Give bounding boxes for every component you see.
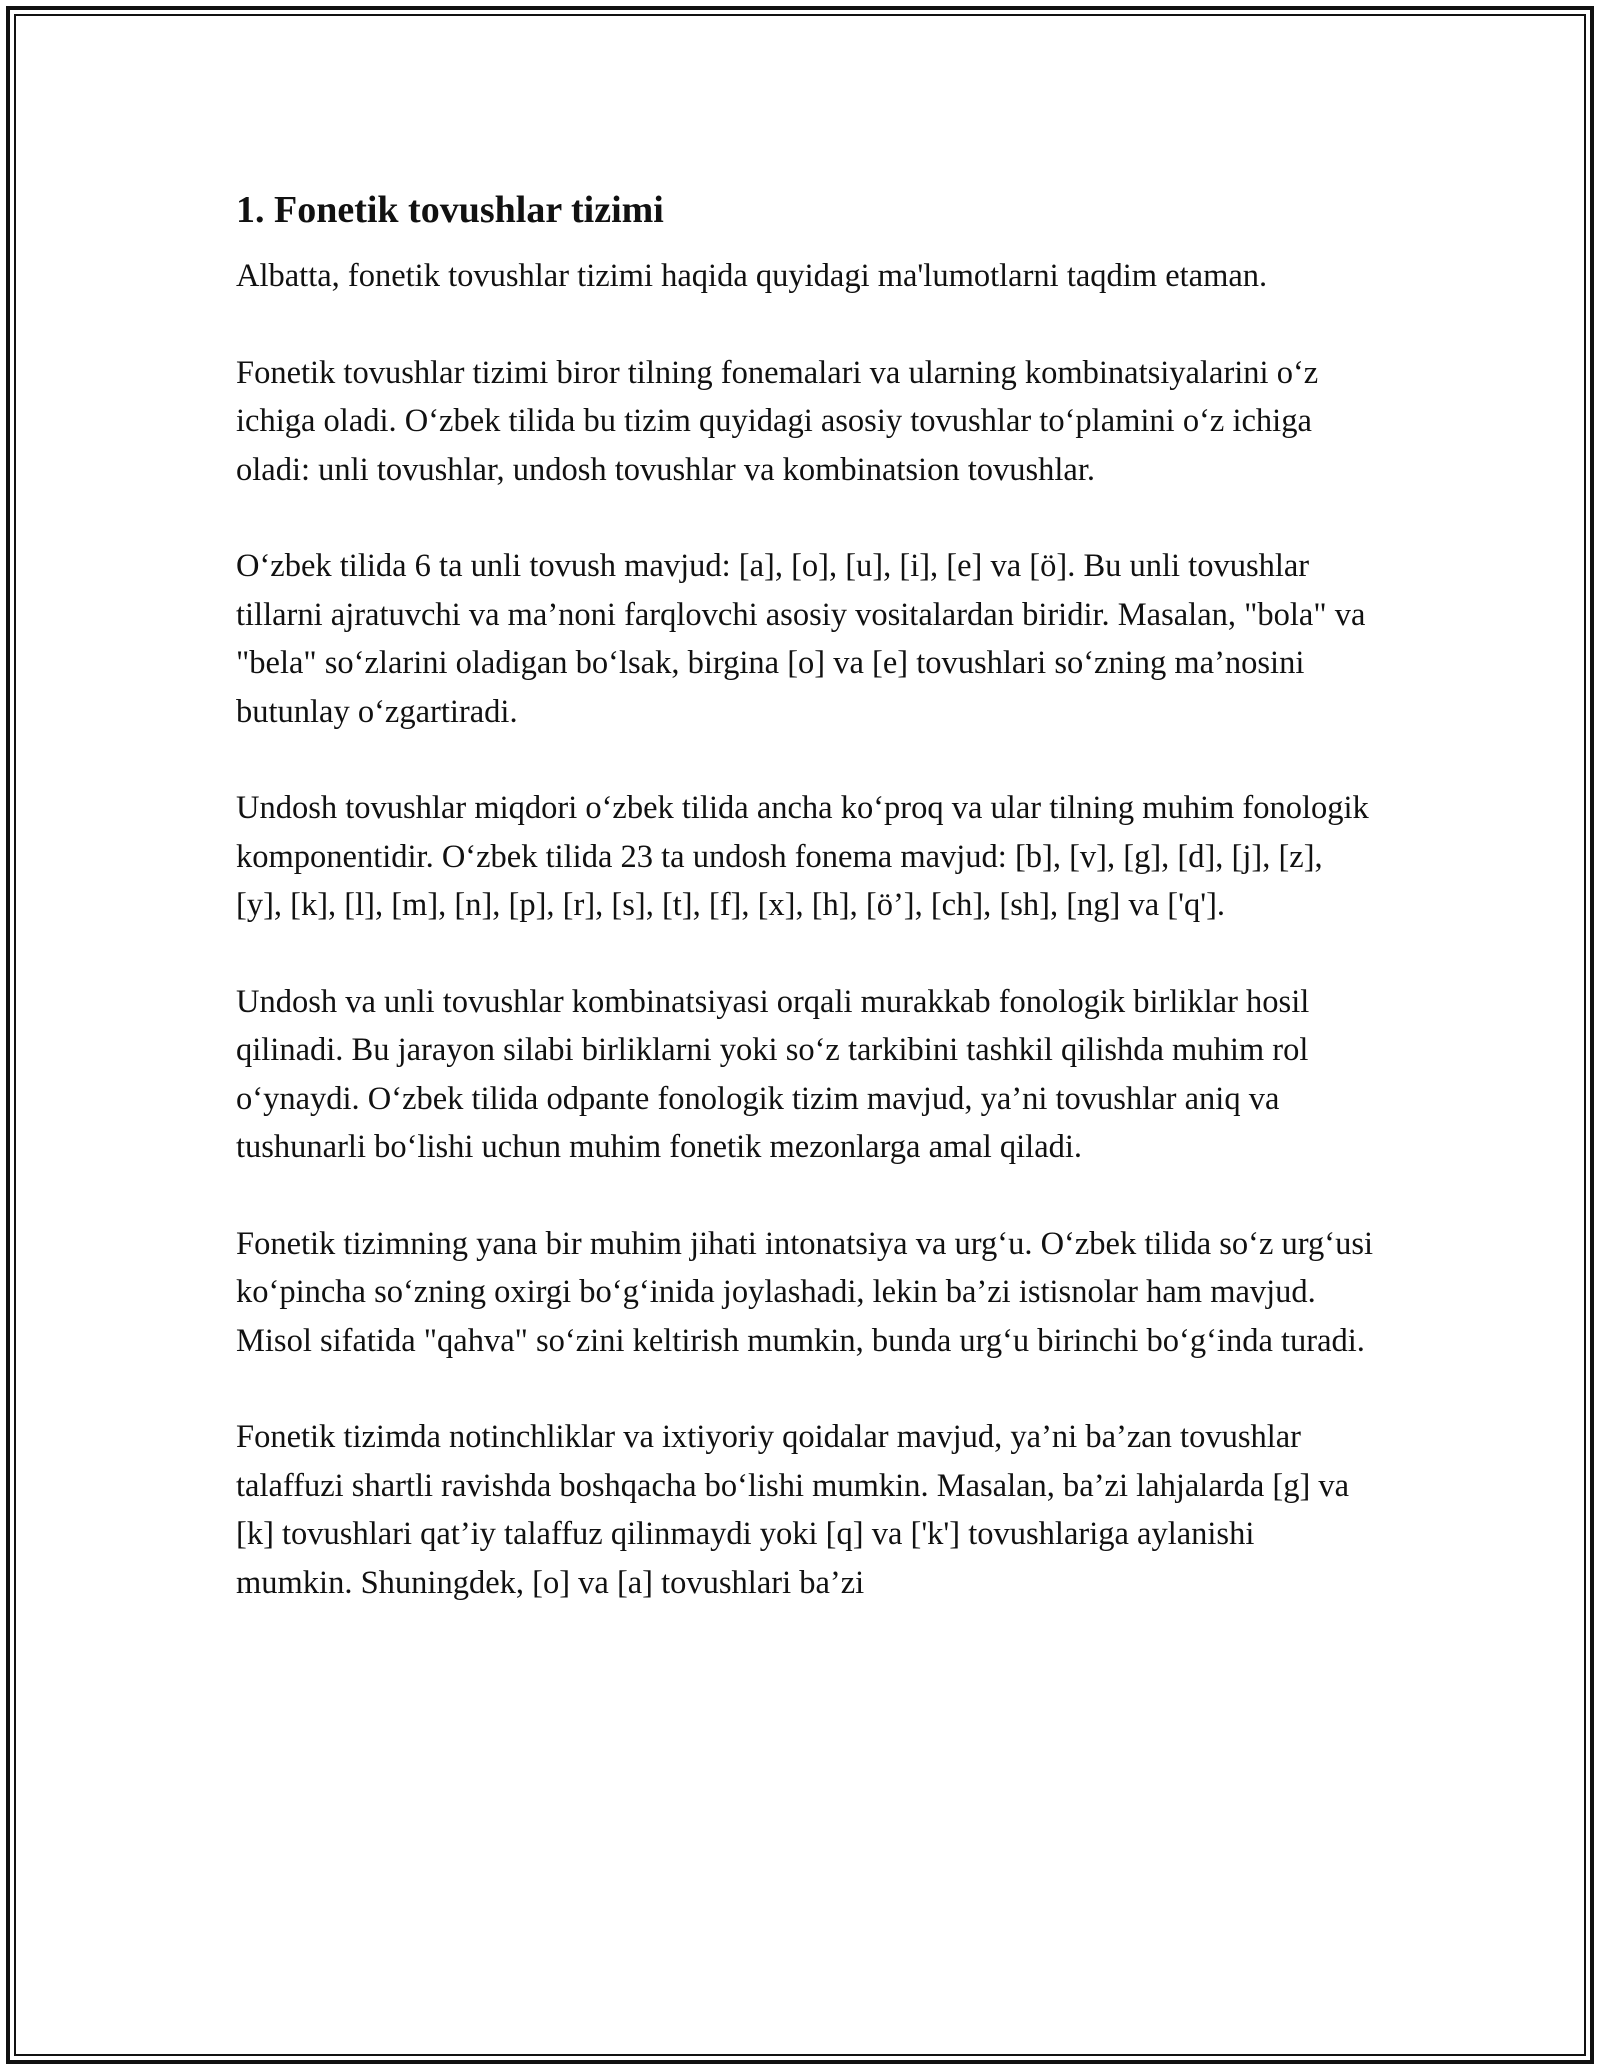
paragraph-phonetic-system: Fonetik tovushlar tizimi biror tilning fonemalari va ularning kombinatsiyalarini o‘z ichiga oladi. O‘zbek tilida bu tizim quyidagi asosiy tovushlar to‘plamini o‘z ichiga oladi: unli tovushlar, undosh tovushlar va kombinatsion tovushlar. bbox=[236, 354, 1319, 488]
paragraph-intro: Albatta, fonetik tovushlar tizimi haqida quyidagi ma'lumotlarni taqdim etaman. bbox=[236, 258, 1268, 294]
paragraph-combinations: Undosh va unli tovushlar kombinatsiyasi orqali murakkab fonologik birliklar hosil qilinadi. Bu jarayon silabi birliklarni yoki so‘z tarkibini tashkil qilishda muhim rol o‘ynaydi. O‘zbek tilida odpante fonologik tizim mavjud, ya’ni tovushlar aniq va tushunarli bo‘lishi uchun muhim fonetik mezonlarga amal qiladi. bbox=[236, 983, 1310, 1165]
paragraph-consonants: Undosh tovushlar miqdori o‘zbek tilida ancha ko‘proq va ular tilning muhim fonologik komponentidir. O‘zbek tilida 23 ta undosh fonema mavjud: [b], [v], [g], [d], [j], [z], [y], [k], [l], [m], [n], [p], [r], [s], [t], [f], [x], [h], [ö’], [ch], [sh], [ng] va ['q']. bbox=[236, 790, 1369, 923]
section-heading: 1. Fonetik tovushlar tizimi bbox=[236, 189, 664, 231]
document-body bbox=[236, 186, 1376, 1655]
paragraph-exceptions: Fonetik tizimda notinchliklar va ixtiyoriy qoidalar mavjud, ya’ni ba’zan tovushlar talaffuzi shartli ravishda boshqacha bo‘lishi mumkin. Masalan, ba’zi lahjalarda [g] va [k] tovushlari qat’iy talaffuz qilinmaydi yoki [q] va ['k'] tovushlariga aylanishi mumkin. Shuningdek, [o] va [a] tovushlari ba’zi bbox=[236, 1419, 1350, 1601]
paragraph-stress: Fonetik tizimning yana bir muhim jihati intonatsiya va urg‘u. O‘zbek tilida so‘z urg‘usi ko‘pincha so‘zning oxirgi bo‘g‘inida joylashadi, lekin ba’zi istisnolar ham mavjud. Misol sifatida "qahva" so‘zini keltirish mumkin, bunda urg‘u birinchi bo‘g‘inda turadi. bbox=[236, 1225, 1374, 1359]
paragraph-vowels: O‘zbek tilida 6 ta unli tovush mavjud: [a], [o], [u], [i], [e] va [ö]. Bu unli tovushlar tillarni ajratuvchi va ma’noni farqlovchi asosiy vositalardan biridir. Masalan, "bola" va "bela" so‘zlarini oladigan bo‘lsak, birgina [o] va [e] tovushlari so‘zning ma’nosini butunlay o‘zgartiradi. bbox=[236, 548, 1366, 730]
